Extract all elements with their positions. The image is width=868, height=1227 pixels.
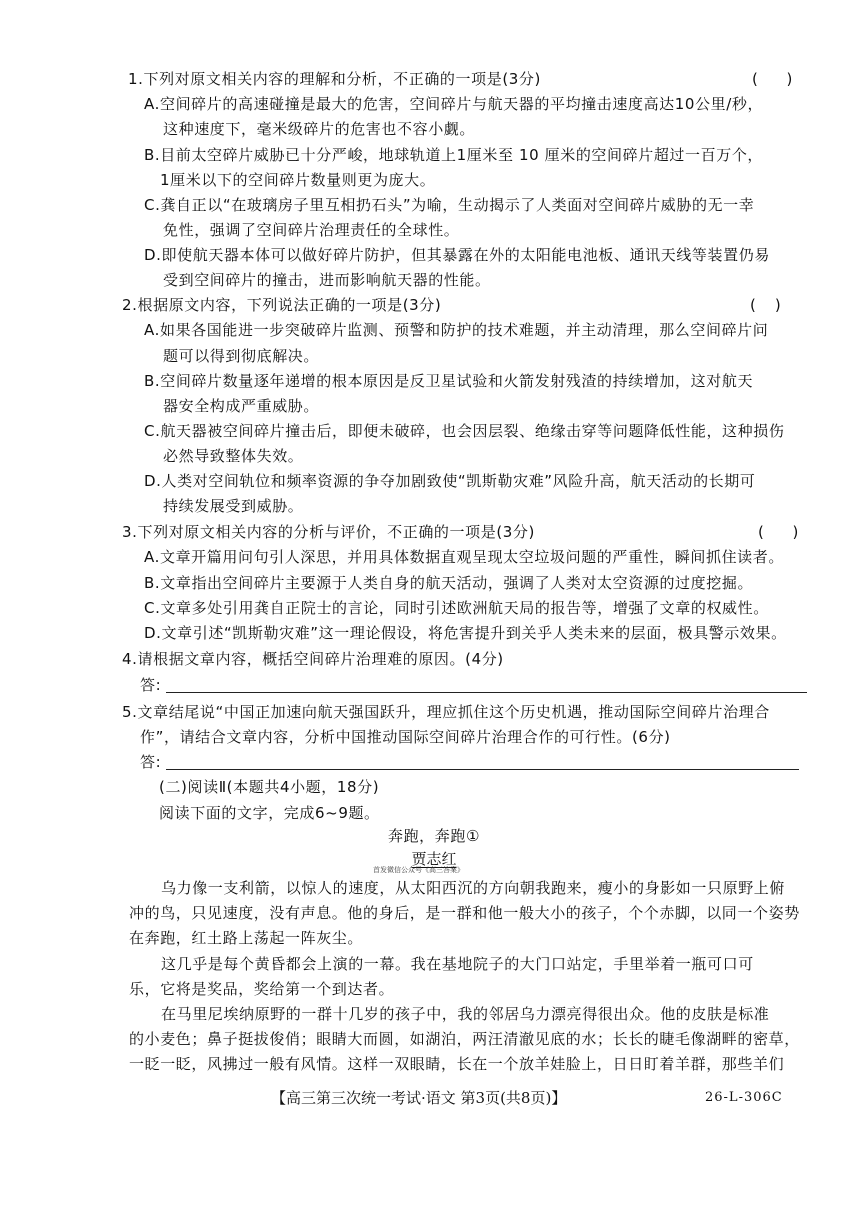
q1-option-c: C.龚自正以“在玻璃房子里互相扔石头”为喻，生动揭示了人类面对空间碎片威胁的无一幸: [144, 196, 755, 214]
q5-stem: 5.文章结尾说“中国正加速向航天强国跃升，理应抓住这个历史机遇，推动国际空间碎片治理合: [122, 703, 770, 721]
q5-answer-line[interactable]: [166, 769, 799, 770]
paragraph-1-line-2: 冲的鸟，只见速度，没有声息。他的身后，是一群和他一般大小的孩子，个个赤脚，以同一个姿势: [129, 904, 800, 922]
q3-option-b: B.文章指出空间碎片主要源于人类自身的航天活动，强调了人类对太空资源的过度挖掘。: [144, 574, 754, 592]
q3-option-d: D.文章引述“凯斯勒灾难”这一理论假设，将危害提升到关乎人类未来的层面，极具警示效果。: [144, 624, 787, 642]
q2-option-b-cont: 器安全构成严重威胁。: [163, 397, 320, 415]
q2-option-c: C.航天器被空间碎片撞击后，即便未破碎，也会因层裂、绝缘击穿等问题降低性能，这种损伤: [144, 422, 785, 440]
article-title: 奔跑，奔跑①: [387, 827, 481, 845]
q5-answer-label: 答:: [140, 753, 162, 771]
q1-answer-paren: ( ): [752, 70, 793, 88]
q2-option-d: D.人类对空间轨位和频率资源的争夺加剧致使“凯斯勒灾难”风险升高，航天活动的长期可: [144, 472, 756, 490]
paragraph-1-line-3: 在奔跑，红土路上荡起一阵灰尘。: [129, 929, 364, 947]
q4-answer-line[interactable]: [166, 692, 807, 693]
q1-option-b-cont: 1厘米以下的空间碎片数量则更为庞大。: [160, 171, 436, 189]
paragraph-3-line-1: 在马里尼埃纳原野的一群十几岁的孩子中，我的邻居乌力漂亮得很出众。他的皮肤是标准: [161, 1005, 770, 1023]
q3-option-c: C.文章多处引用龚自正院士的言论，同时引述欧洲航天局的报告等，增强了文章的权威性。: [144, 599, 769, 617]
q1-option-d: D.即使航天器本体可以做好碎片防护，但其暴露在外的太阳能电池板、通讯天线等装置仍易: [144, 246, 770, 264]
q2-stem: 2.根据原文内容，下列说法正确的一项是(3分): [122, 296, 442, 314]
article-author: 贾志红: [411, 850, 457, 868]
q2-option-c-cont: 必然导致整体失效。: [163, 447, 304, 465]
q5-stem-cont: 作”，请结合文章内容，分析中国推动国际空间碎片治理合作的可行性。(6分): [140, 728, 671, 746]
paragraph-2-line-1: 这几乎是每个黄昏都会上演的一幕。我在基地院子的大门口站定，手里举着一瓶可口可: [161, 955, 754, 973]
paragraph-2-line-2: 乐，它将是奖品，奖给第一个到达者。: [129, 980, 395, 998]
watermark-text: 首发微信公众号《高三答案》: [373, 866, 464, 874]
q1-option-a-cont: 这种速度下，毫米级碎片的危害也不容小觑。: [163, 120, 476, 138]
q1-option-c-cont: 免性，强调了空间碎片治理责任的全球性。: [163, 221, 460, 239]
paragraph-3-line-3: 一眨一眨，风拂过一般有风情。这样一双眼睛，长在一个放羊娃脸上，日日盯着羊群，那些羊们: [129, 1055, 785, 1073]
q1-stem: 1.下列对原文相关内容的理解和分析，不正确的一项是(3分): [128, 70, 541, 88]
page-footer: 【高三第三次统一考试·语文 第3页(共8页)】: [271, 1089, 567, 1107]
q2-option-d-cont: 持续发展受到威胁。: [163, 497, 304, 515]
q1-option-a: A.空间碎片的高速碰撞是最大的危害，空间碎片与航天器的平均撞击速度高达10公里/秒，: [144, 95, 764, 113]
q2-option-b: B.空间碎片数量逐年递增的根本原因是反卫星试验和火箭发射残渣的持续增加，这对航天: [144, 372, 754, 390]
q1-option-d-cont: 受到空间碎片的撞击，进而影响航天器的性能。: [163, 271, 491, 289]
q2-option-a-cont: 题可以得到彻底解决。: [163, 347, 320, 365]
q2-answer-paren: ( ): [750, 296, 781, 314]
q4-answer-label: 答:: [140, 676, 162, 694]
q2-option-a: A.如果各国能进一步突破碎片监测、预警和防护的技术难题，并主动清理，那么空间碎片问: [144, 321, 769, 339]
section-instruction: 阅读下面的文字，完成6~9题。: [159, 804, 380, 822]
q1-option-b: B.目前太空碎片威胁已十分严峻，地球轨道上1厘米至 10 厘米的空间碎片超过一百万个，: [144, 146, 764, 164]
q3-option-a: A.文章开篇用问句引人深思，并用具体数据直观呈现太空垃圾问题的严重性，瞬间抓住读者。: [144, 548, 784, 566]
exam-code: 26-L-306C: [705, 1090, 783, 1105]
paragraph-3-line-2: 的小麦色；鼻子挺拔俊俏；眼睛大而圆，如湖泊，两汪清澈见底的水；长长的睫毛像湖畔的密草，: [129, 1030, 800, 1048]
q4-stem: 4.请根据文章内容，概括空间碎片治理难的原因。(4分): [122, 650, 504, 668]
paragraph-1-line-1: 乌力像一支利箭，以惊人的速度，从太阳西沉的方向朝我跑来，瘦小的身影如一只原野上俯: [161, 879, 786, 897]
q3-answer-paren: ( ): [758, 523, 799, 541]
q3-stem: 3.下列对原文相关内容的分析与评价，不正确的一项是(3分): [122, 523, 535, 541]
section-heading: (二)阅读Ⅱ(本题共4小题，18分): [159, 778, 380, 796]
